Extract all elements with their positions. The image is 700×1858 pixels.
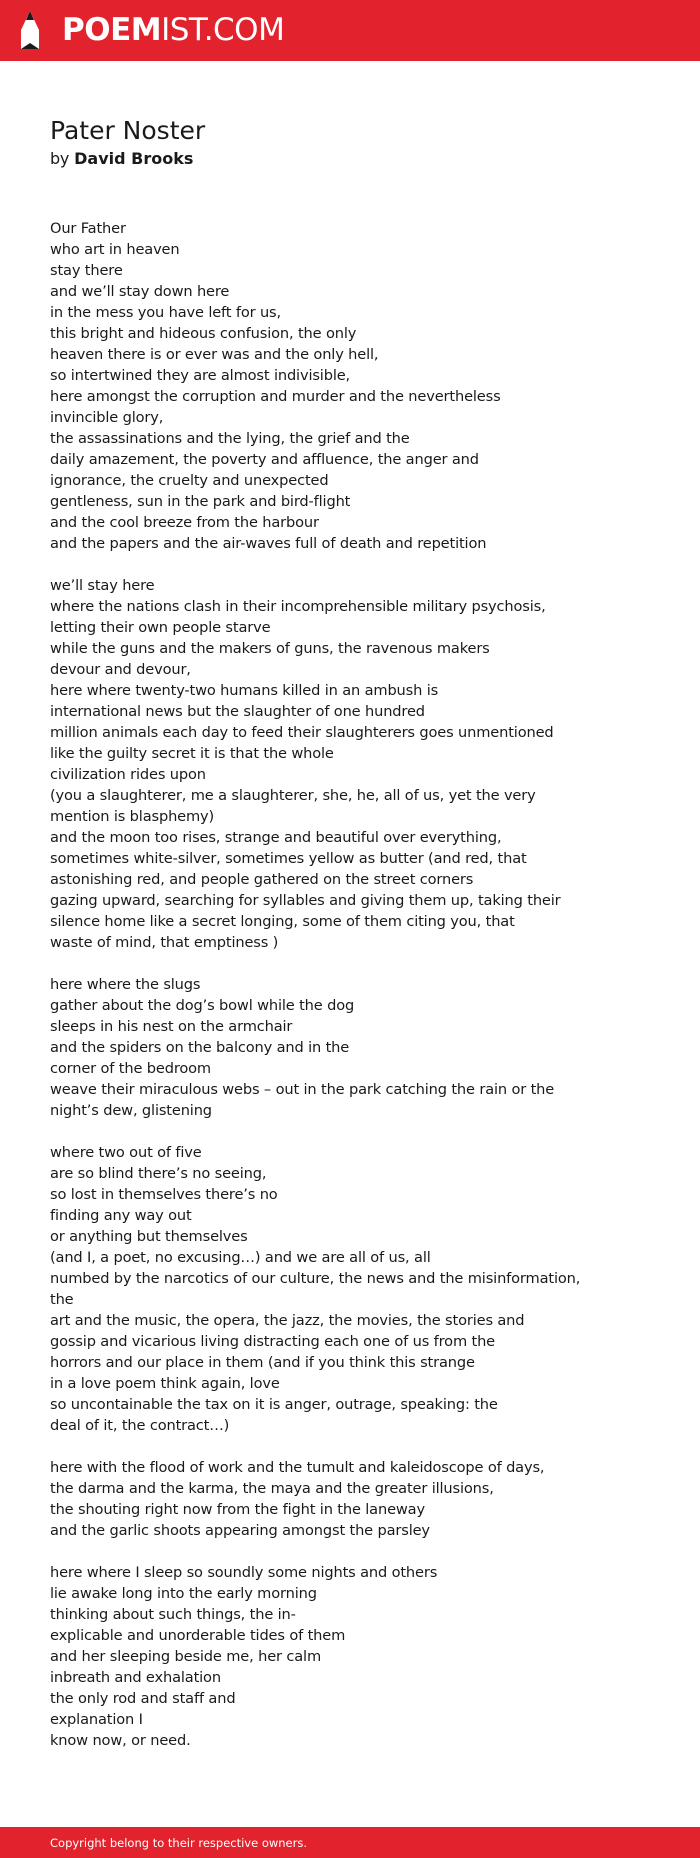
logo-light-text: IST.COM xyxy=(161,12,285,48)
poem-line: and the garlic shoots appearing amongst the parsley xyxy=(50,1522,430,1539)
poem-line: mention is blasphemy) xyxy=(50,808,215,825)
logo-bold-text: POEM xyxy=(62,12,162,48)
poem-line: so lost in themselves there’s no xyxy=(50,1186,278,1203)
stanza-break xyxy=(50,1541,660,1562)
poem-line: and the cool breeze from the harbour xyxy=(50,514,319,531)
by-label: by xyxy=(50,149,70,168)
poem-line: so uncontainable the tax on it is anger, outrage, speaking: the xyxy=(50,1396,498,1413)
poem-line: international news but the slaughter of one hundred xyxy=(50,703,425,720)
poem-line: sometimes white-silver, sometimes yellow as butter (and red, that xyxy=(50,850,527,867)
poem-line: the xyxy=(50,1291,74,1308)
byline xyxy=(50,148,193,170)
poem-line: in the mess you have left for us, xyxy=(50,304,281,321)
poem-line: astonishing red, and people gathered on the street corners xyxy=(50,871,474,888)
poem-line: and the papers and the air-waves full of death and repetition xyxy=(50,535,487,552)
poem-body xyxy=(50,218,660,1751)
poem-line: in a love poem think again, love xyxy=(50,1375,280,1392)
site-footer xyxy=(0,1827,700,1858)
poem-line: like the guilty secret it is that the whole xyxy=(50,745,334,762)
poem-line: deal of it, the contract…) xyxy=(50,1417,230,1434)
poem-title: Pater Noster xyxy=(50,116,206,145)
poem-line: numbed by the narcotics of our culture, the news and the misinformation, xyxy=(50,1270,581,1287)
poem-line: are so blind there’s no seeing, xyxy=(50,1165,267,1182)
stanza-break xyxy=(50,953,660,974)
poem-line: here amongst the corruption and murder and the nevertheless xyxy=(50,388,501,405)
poem-line: who art in heaven xyxy=(50,241,180,258)
poem-line: invincible glory, xyxy=(50,409,164,426)
poem-line: inbreath and exhalation xyxy=(50,1669,221,1686)
poem-line: stay there xyxy=(50,262,123,279)
poem-line: daily amazement, the poverty and affluence, the anger and xyxy=(50,451,479,468)
poem-line: Our Father xyxy=(50,220,126,237)
poem-line: where the nations clash in their incomprehensible military psychosis, xyxy=(50,598,546,615)
poem-line: so intertwined they are almost indivisible, xyxy=(50,367,351,384)
poem-line: the shouting right now from the fight in the laneway xyxy=(50,1501,425,1518)
stanza-break xyxy=(50,1436,660,1457)
poem-line: thinking about such things, the in- xyxy=(50,1606,296,1623)
poem-line: (you a slaughterer, me a slaughterer, she, he, all of us, yet the very xyxy=(50,787,536,804)
poem-line: where two out of five xyxy=(50,1144,202,1161)
poem-line: letting their own people starve xyxy=(50,619,271,636)
poem-line: the only rod and staff and xyxy=(50,1690,236,1707)
stanza-break xyxy=(50,1121,660,1142)
poem-line: here with the flood of work and the tumult and kaleidoscope of days, xyxy=(50,1459,545,1476)
site-header xyxy=(0,0,700,61)
poem-line: gentleness, sun in the park and bird-flight xyxy=(50,493,351,510)
poem-line: art and the music, the opera, the jazz, the movies, the stories and xyxy=(50,1312,525,1329)
poem-line: horrors and our place in them (and if you think this strange xyxy=(50,1354,475,1371)
poem-line: night’s dew, glistening xyxy=(50,1102,212,1119)
poem-line: this bright and hideous confusion, the only xyxy=(50,325,357,342)
poem-line: here where the slugs xyxy=(50,976,201,993)
poem-line: while the guns and the makers of guns, the ravenous makers xyxy=(50,640,490,657)
poem-line: gossip and vicarious living distracting each one of us from the xyxy=(50,1333,496,1350)
poem-line: waste of mind, that emptiness ) xyxy=(50,934,279,951)
poem-line: the darma and the karma, the maya and the greater illusions, xyxy=(50,1480,494,1497)
stanza-break xyxy=(50,554,660,575)
poem-line: devour and devour, xyxy=(50,661,191,678)
poem-line: gather about the dog’s bowl while the dog xyxy=(50,997,355,1014)
poem-line: (and I, a poet, no excusing…) and we are all of us, all xyxy=(50,1249,431,1266)
poem-line: here where twenty-two humans killed in an ambush is xyxy=(50,682,439,699)
poem-line: silence home like a secret longing, some of them citing you, that xyxy=(50,913,515,930)
poem-line: and the moon too rises, strange and beautiful over everything, xyxy=(50,829,502,846)
poem-line: million animals each day to feed their slaughterers goes unmentioned xyxy=(50,724,554,741)
poem-line: finding any way out xyxy=(50,1207,192,1224)
poem-line: we’ll stay here xyxy=(50,577,155,594)
pencil-logo-icon[interactable] xyxy=(17,10,43,52)
poem-line: explanation I xyxy=(50,1711,143,1728)
poem-line: weave their miraculous webs – out in the park catching the rain or the xyxy=(50,1081,555,1098)
poem-line: and her sleeping beside me, her calm xyxy=(50,1648,322,1665)
site-logo[interactable] xyxy=(62,12,284,48)
poem-line: explicable and unorderable tides of them xyxy=(50,1627,346,1644)
poem-line: or anything but themselves xyxy=(50,1228,248,1245)
poem-line: and the spiders on the balcony and in the xyxy=(50,1039,350,1056)
poem-line: know now, or need. xyxy=(50,1732,191,1749)
poem-line: lie awake long into the early morning xyxy=(50,1585,317,1602)
poem-line: here where I sleep so soundly some nights and others xyxy=(50,1564,438,1581)
copyright-notice: Copyright belong to their respective owners. xyxy=(50,1836,308,1850)
poem-line: civilization rides upon xyxy=(50,766,206,783)
poem-line: sleeps in his nest on the armchair xyxy=(50,1018,293,1035)
author-name: David Brooks xyxy=(74,149,194,168)
poem-line: heaven there is or ever was and the only hell, xyxy=(50,346,379,363)
poem-line: ignorance, the cruelty and unexpected xyxy=(50,472,329,489)
poem-line: and we’ll stay down here xyxy=(50,283,230,300)
poem-line: the assassinations and the lying, the grief and the xyxy=(50,430,410,447)
poem-line: gazing upward, searching for syllables and giving them up, taking their xyxy=(50,892,561,909)
poem-line: corner of the bedroom xyxy=(50,1060,211,1077)
